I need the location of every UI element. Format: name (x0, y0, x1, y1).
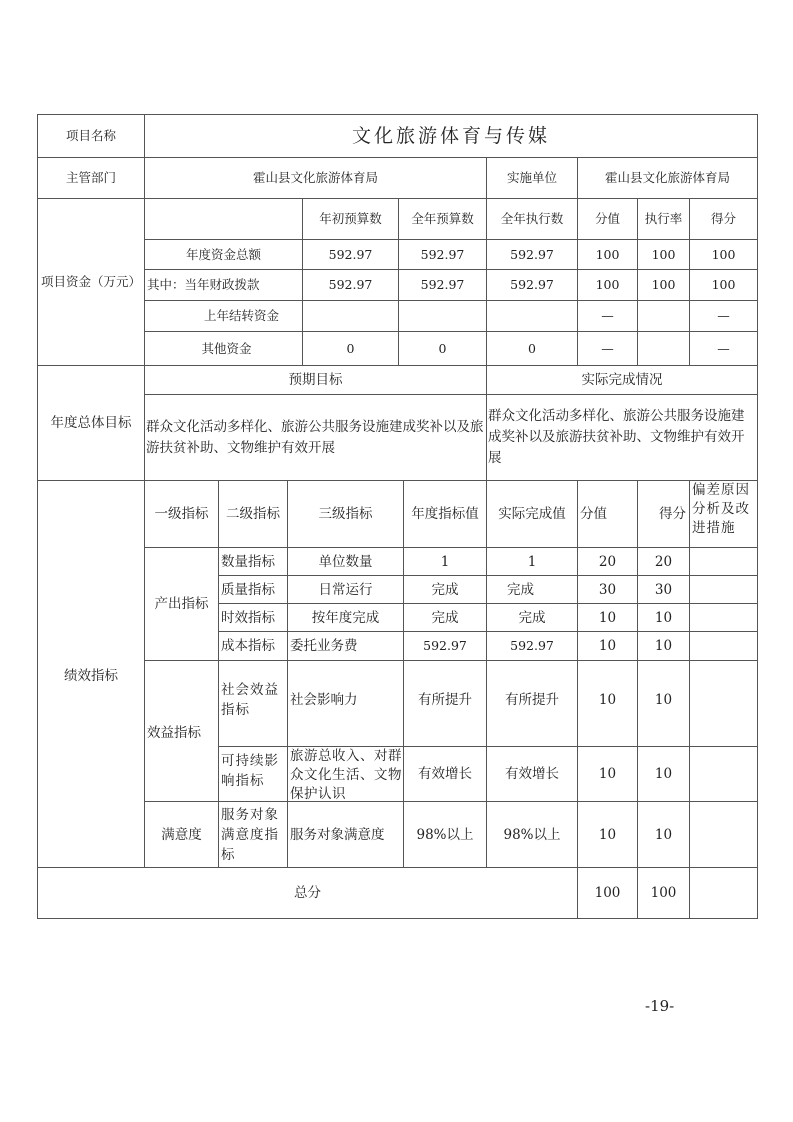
perf-score-value: 10 (577, 603, 638, 632)
project-name-label: 项目名称 (37, 114, 145, 158)
perf-score: 10 (637, 603, 690, 632)
perf-level3: 服务对象满意度 (287, 801, 404, 868)
perf-score-value: 10 (577, 801, 638, 868)
funds-cell: — (689, 331, 758, 366)
perf-score: 10 (637, 660, 690, 747)
funds-row-name: 其中：当年财政拨款 (144, 269, 303, 301)
perf-remarks (689, 746, 758, 802)
perf-actual: 有所提升 (486, 660, 578, 747)
funds-cell (302, 300, 399, 332)
funds-row-name: 其他资金 (144, 331, 303, 366)
perf-level3: 按年度完成 (287, 603, 404, 632)
perf-level2: 服务对象满意度指标 (218, 801, 288, 868)
funds-row-name: 年度资金总额 (144, 239, 303, 270)
dept-value: 霍山县文化旅游体育局 (144, 157, 487, 199)
funds-cell (486, 300, 578, 332)
perf-remarks (689, 631, 758, 661)
perf-level2: 成本指标 (218, 631, 288, 661)
funds-cell: 592.97 (398, 269, 487, 301)
funds-cell: — (689, 300, 758, 332)
perf-actual: 98%以上 (486, 801, 578, 868)
perf-remarks (689, 660, 758, 747)
perf-level2: 数量指标 (218, 547, 288, 576)
perf-score: 30 (637, 575, 690, 604)
perf-header: 偏差原因分析及改进措施 (689, 480, 758, 548)
perf-level2: 时效指标 (218, 603, 288, 632)
funds-cell: 592.97 (302, 239, 399, 270)
perf-score-value: 30 (577, 575, 638, 604)
total-remarks (689, 867, 758, 919)
dept-label: 主管部门 (37, 157, 145, 199)
perf-level3: 旅游总收入、对群众文化生活、文物保护认识 (287, 746, 404, 802)
perf-target: 98%以上 (403, 801, 487, 868)
project-name: 文化旅游体育与传媒 (144, 114, 758, 158)
perf-remarks (689, 603, 758, 632)
perf-level1: 产出指标 (144, 547, 219, 661)
perf-level3: 单位数量 (287, 547, 404, 576)
funds-cell: 592.97 (486, 269, 578, 301)
page-number: -19- (645, 997, 675, 1015)
perf-score-value: 10 (577, 660, 638, 747)
perf-score-value: 10 (577, 746, 638, 802)
funds-cell: 100 (689, 269, 758, 301)
perf-target: 完成 (403, 575, 487, 604)
funds-cell: — (577, 300, 638, 332)
perf-actual: 1 (486, 547, 578, 576)
perf-actual: 592.97 (486, 631, 578, 661)
funds-row-name: 上年结转资金 (144, 300, 303, 332)
funds-label: 项目资金（万元） (37, 198, 145, 366)
impl-unit-value: 霍山县文化旅游体育局 (577, 157, 758, 199)
funds-header: 得分 (689, 198, 758, 240)
perf-score: 20 (637, 547, 690, 576)
perf-remarks (689, 575, 758, 604)
funds-cell: 0 (398, 331, 487, 366)
funds-cell: 100 (577, 269, 638, 301)
perf-target: 有所提升 (403, 660, 487, 747)
perf-remarks (689, 801, 758, 868)
funds-header: 分值 (577, 198, 638, 240)
funds-cell: 0 (302, 331, 399, 366)
funds-cell: 100 (637, 269, 690, 301)
perf-target: 1 (403, 547, 487, 576)
perf-header: 三级指标 (287, 480, 404, 548)
perf-level2: 可持续影响指标 (218, 746, 288, 802)
funds-cell: — (577, 331, 638, 366)
perf-header: 年度指标值 (403, 480, 487, 548)
funds-header: 全年预算数 (398, 198, 487, 240)
perf-level3: 委托业务费 (287, 631, 404, 661)
perf-header: 二级指标 (218, 480, 288, 548)
funds-cell: 592.97 (302, 269, 399, 301)
perf-remarks (689, 547, 758, 576)
funds-cell: 100 (577, 239, 638, 270)
perf-target: 完成 (403, 603, 487, 632)
perf-score-value: 10 (577, 631, 638, 661)
funds-cell: 592.97 (486, 239, 578, 270)
perf-label: 绩效指标 (37, 480, 145, 868)
perf-score: 10 (637, 746, 690, 802)
expected-goal-text: 群众文化活动多样化、旅游公共服务设施建成奖补以及旅游扶贫补助、文物维护有效开展 (144, 394, 487, 481)
total-score-value: 100 (577, 867, 638, 919)
funds-cell: 100 (689, 239, 758, 270)
funds-cell: 0 (486, 331, 578, 366)
perf-level2: 质量指标 (218, 575, 288, 604)
impl-unit-label: 实施单位 (486, 157, 578, 199)
funds-header: 执行率 (637, 198, 690, 240)
expected-goal-header: 预期目标 (144, 365, 487, 395)
perf-header: 一级指标 (144, 480, 219, 548)
perf-header: 实际完成值 (486, 480, 578, 548)
funds-cell: 100 (637, 239, 690, 270)
perf-header: 分值 (577, 480, 638, 548)
funds-header-empty (144, 198, 303, 240)
funds-header: 全年执行数 (486, 198, 578, 240)
perf-level1: 效益指标 (144, 660, 219, 802)
perf-target: 有效增长 (403, 746, 487, 802)
actual-completion-header: 实际完成情况 (486, 365, 758, 395)
perf-level1: 满意度 (144, 801, 219, 868)
funds-cell: 592.97 (398, 239, 487, 270)
actual-completion-text: 群众文化活动多样化、旅游公共服务设施建成奖补以及旅游扶贫补助、文物维护有效开展 (486, 394, 758, 481)
perf-score-value: 20 (577, 547, 638, 576)
perf-level3: 社会影响力 (287, 660, 404, 747)
funds-cell (637, 300, 690, 332)
funds-cell (637, 331, 690, 366)
perf-level3: 日常运行 (287, 575, 404, 604)
funds-header: 年初预算数 (302, 198, 399, 240)
perf-actual: 有效增长 (486, 746, 578, 802)
perf-actual: 完成 (486, 575, 578, 604)
perf-actual: 完成 (486, 603, 578, 632)
funds-cell (398, 300, 487, 332)
perf-score: 10 (637, 631, 690, 661)
total-score: 100 (637, 867, 690, 919)
perf-level2: 社会效益指标 (218, 660, 288, 747)
total-label: 总分 (37, 867, 578, 919)
goals-label: 年度总体目标 (37, 365, 145, 481)
perf-target: 592.97 (403, 631, 487, 661)
perf-score: 10 (637, 801, 690, 868)
perf-header: 得分 (637, 480, 690, 548)
